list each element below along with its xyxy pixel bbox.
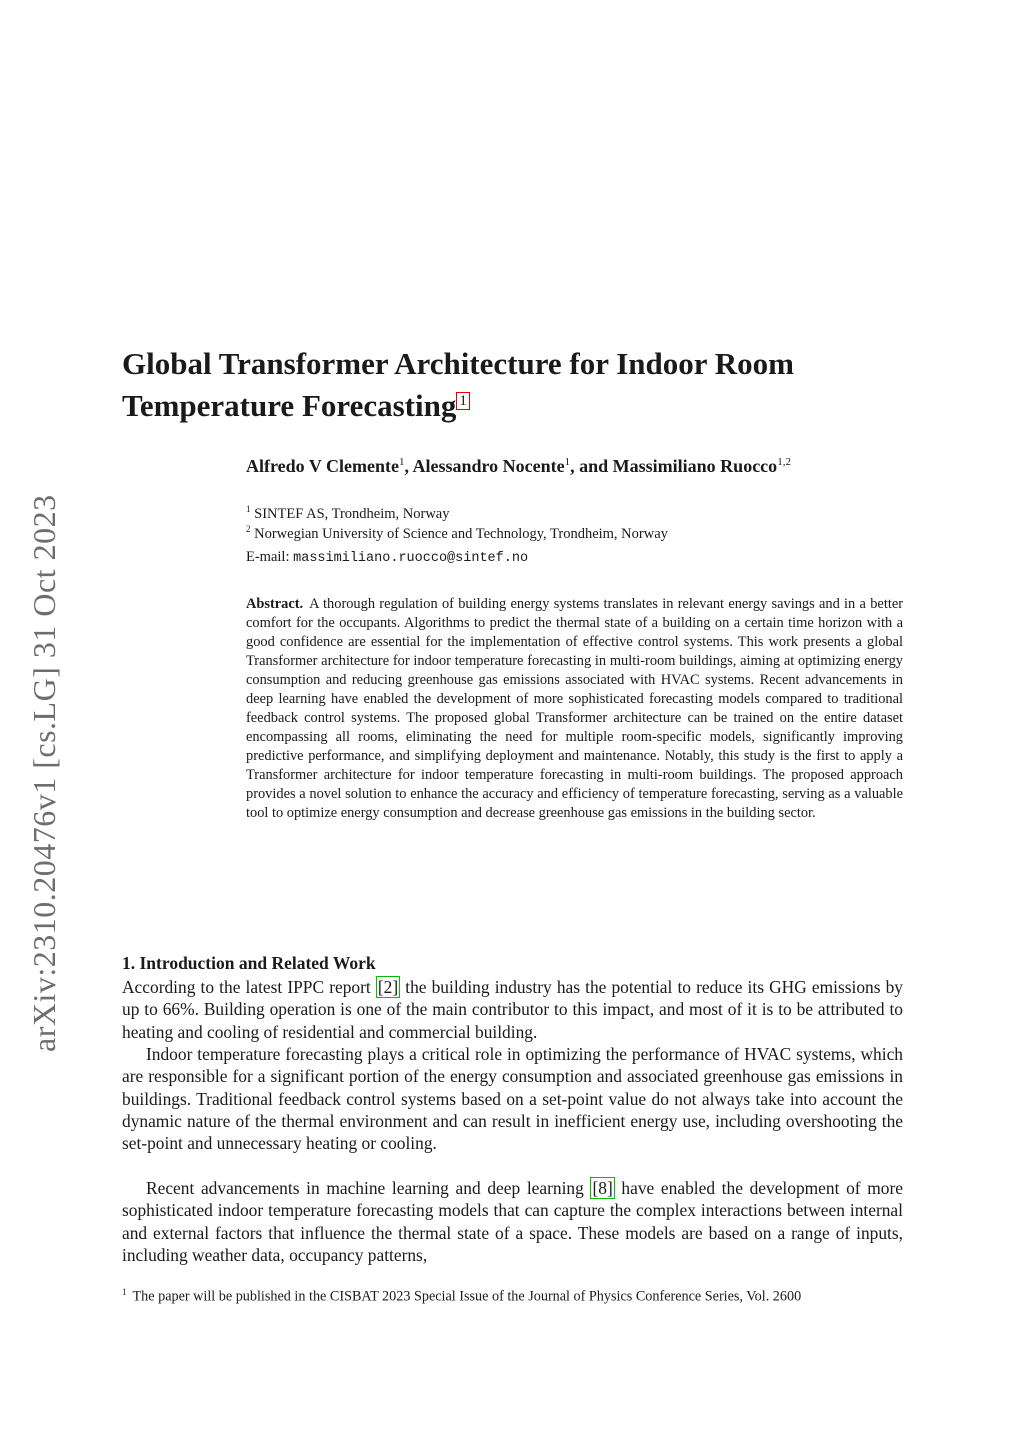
title-line-2: Temperature Forecasting [122, 388, 457, 423]
contact-email [246, 549, 528, 566]
paper-title [122, 343, 912, 427]
abstract-text: A thorough regulation of building energy systems translates in relevant energy savings and in a better comfort for the occupants. Algorithms to predict the thermal state of a building on a certain time horizon with a good confidence are essential for the implementation of effective control systems. This work presents a global Transformer architecture for indoor temperature forecasting in multi-room buildings, aiming at optimizing energy consumption and reducing greenhouse gas emissions associated with HVAC systems. Recent advancements in deep learning have enabled the development of more sophisticated forecasting models compared to traditional feedback control systems. The proposed global Transformer architecture can be trained on the entire dataset encompassing all rooms, eliminating the need for multiple room-specific models, significantly improving predictive performance, and simplifying deployment and maintenance. Notably, this study is the first to apply a Transformer architecture for indoor temperature forecasting in multi-room buildings. The proposed approach provides a novel solution to enhance the accuracy and efficiency of temperature forecasting, serving as a valuable tool to optimize energy consumption and decrease greenhouse gas emissions in the building sector. [246, 596, 903, 821]
footnote-number: 1 [122, 1287, 127, 1297]
title-line-1: Global Transformer Architecture for Indoor Room [122, 346, 794, 381]
arxiv-identifier-stamp: arXiv:2310.20476v1 [cs.LG] 31 Oct 2023 [26, 494, 62, 1052]
author-list [246, 451, 906, 477]
abstract [246, 595, 903, 823]
author-affiliation-marker: 1 [564, 456, 571, 468]
paragraph-text: have enabled the development of more sophisticated indoor temperature forecasting models that can capture the complex interactions between internal and external factors that influence the thermal state of a space. These models are based on a range of inputs, including weather data, occupancy patterns, [122, 1178, 903, 1265]
affiliation-text: Norwegian University of Science and Technology, Trondheim, Norway [254, 525, 668, 542]
email-label: E-mail: [246, 549, 290, 565]
citation-link[interactable]: [2] [377, 977, 399, 997]
author-affiliation-marker: 1 [398, 456, 405, 468]
paragraph: Indoor temperature forecasting plays a critical role in optimizing the performance of HVAC systems, which are responsible for a significant portion of the energy consumption and associated greenhouse gas emissions in buildings. Traditional feedback control systems based on a set-point value do not always take into account the dynamic nature of the thermal environment and can result in inefficient energy use, including overshooting the set-point and unnecessary heating or cooling. [122, 1044, 903, 1154]
section-heading: 1. Introduction and Related Work [122, 953, 376, 973]
footnote-text: The paper will be published in the CISBAT 2023 Special Issue of the Journal of Physics Conference Series, Vol. 2600 [132, 1288, 802, 1305]
email-address[interactable]: massimiliano.ruocco@sintef.no [293, 551, 529, 566]
author-name: Alfredo V Clemente [246, 456, 399, 476]
paragraph [122, 976, 903, 1043]
paragraph-text: the building industry has the potential to reduce its GHG emissions by up to 66%. Building operation is one of the main contributor to this impact, and most of it is to be attributed to heating and cooling of residential and commercial building. [122, 977, 904, 1042]
author-name: , and Massimiliano Ruocco [570, 456, 778, 476]
footnote [122, 1283, 903, 1307]
paragraph-text: Recent advancements in machine learning and deep learning [146, 1178, 591, 1198]
author-affiliation-marker: 1,2 [777, 456, 791, 468]
paragraph [122, 1177, 903, 1266]
author-name: , Alessandro Nocente [404, 456, 565, 476]
abstract-label: Abstract. [246, 596, 304, 612]
paragraph-text: According to the latest IPPC report [122, 977, 376, 997]
affiliation-text: SINTEF AS, Trondheim, Norway [254, 505, 450, 522]
affiliation [246, 520, 668, 543]
affiliation-number: 1 [246, 504, 251, 514]
title-footnote-link[interactable]: 1 [456, 392, 470, 410]
affiliation-number: 2 [246, 524, 251, 534]
citation-link[interactable]: [8] [592, 1178, 613, 1198]
